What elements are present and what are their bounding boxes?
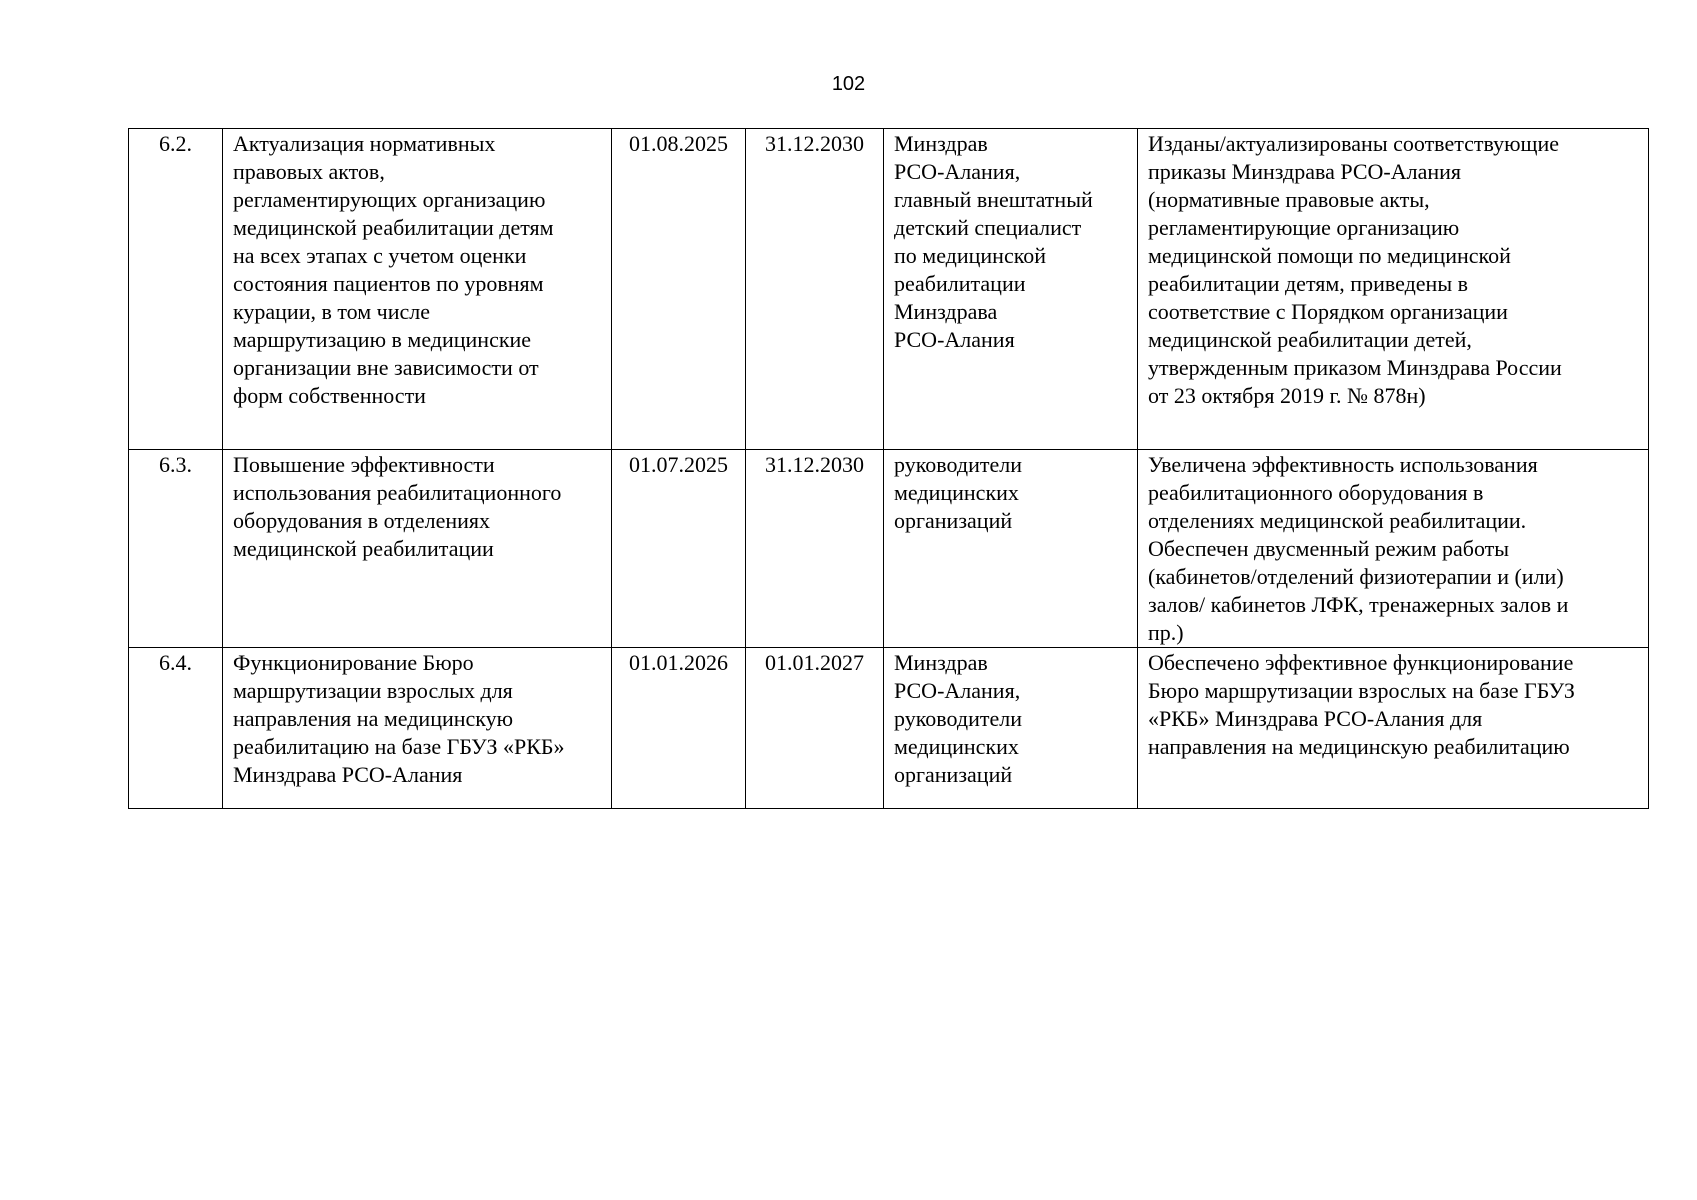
text-line: организаций [894, 762, 1013, 787]
text-line: утвержденным приказом Минздрава России [1148, 355, 1562, 380]
text-line: медицинской реабилитации детей, [1148, 327, 1472, 352]
text-line: реабилитацию на базе ГБУЗ «РКБ» [233, 734, 565, 759]
text-line: детский специалист [894, 215, 1082, 240]
end-date: 31.12.2030 [746, 129, 884, 450]
responsible-executors [884, 129, 1138, 450]
end-date: 01.01.2027 [746, 648, 884, 809]
text-line: на всех этапах с учетом оценки [233, 243, 527, 268]
item-number: 6.3. [129, 450, 223, 648]
text-line: от 23 октября 2019 г. № 878н) [1148, 383, 1426, 408]
text-line: организаций [894, 508, 1013, 533]
text-line: РСО-Алания [894, 327, 1015, 352]
text-line: правовых актов, [233, 159, 385, 184]
text-line: РСО-Алания, [894, 159, 1021, 184]
text-line: руководители [894, 452, 1022, 477]
table-row [129, 648, 1649, 809]
measure-name [223, 129, 612, 450]
expected-result [1138, 648, 1649, 809]
text-line: соответствие с Порядком организации [1148, 299, 1508, 324]
text-line: направления на медицинскую [233, 706, 514, 731]
text-line: медицинских [894, 734, 1019, 759]
text-line: Обеспечен двусменный режим работы [1148, 536, 1510, 561]
text-line: состояния пациентов по уровням [233, 271, 544, 296]
measure-name [223, 450, 612, 648]
text-line: медицинской помощи по медицинской [1148, 243, 1511, 268]
text-line: использования реабилитационного [233, 480, 562, 505]
text-line: Обеспечено эффективное функционирование [1148, 650, 1574, 675]
text-line: Минздрав [894, 650, 988, 675]
text-line: организации вне зависимости от [233, 355, 539, 380]
text-line: курации, в том числе [233, 299, 431, 324]
table-row [129, 129, 1649, 450]
start-date: 01.07.2025 [612, 450, 746, 648]
responsible-executors [884, 450, 1138, 648]
item-number: 6.4. [129, 648, 223, 809]
text-line: главный внештатный [894, 187, 1093, 212]
start-date: 01.01.2026 [612, 648, 746, 809]
text-line: реабилитации детям, приведены в [1148, 271, 1468, 296]
text-line: направления на медицинскую реабилитацию [1148, 734, 1570, 759]
text-line: отделениях медицинской реабилитации. [1148, 508, 1527, 533]
text-line: медицинской реабилитации [233, 536, 494, 561]
text-line: регламентирующие организацию [1148, 215, 1460, 240]
measure-name [223, 648, 612, 809]
text-line: медицинской реабилитации детям [233, 215, 554, 240]
page-number: 102 [831, 73, 866, 95]
text-line: реабилитации [894, 271, 1026, 296]
text-line: Функционирование Бюро [233, 650, 474, 675]
text-line: (нормативные правовые акты, [1148, 187, 1430, 212]
text-line: медицинских [894, 480, 1019, 505]
responsible-executors [884, 648, 1138, 809]
text-line: регламентирующих организацию [233, 187, 546, 212]
text-line: маршрутизации взрослых для [233, 678, 513, 703]
text-line: Увеличена эффективность использования [1148, 452, 1538, 477]
end-date: 31.12.2030 [746, 450, 884, 648]
expected-result [1138, 450, 1649, 648]
start-date: 01.08.2025 [612, 129, 746, 450]
table-row [129, 450, 1649, 648]
text-line: оборудования в отделениях [233, 508, 491, 533]
text-line: Изданы/актуализированы соответствующие [1148, 131, 1560, 156]
text-line: приказы Минздрава РСО-Алания [1148, 159, 1462, 184]
text-line: Повышение эффективности [233, 452, 495, 477]
text-line: (кабинетов/отделений физиотерапии и (или) [1148, 564, 1564, 589]
text-line: Минздрав [894, 131, 988, 156]
expected-result [1138, 129, 1649, 450]
text-line: Минздрава РСО-Алания [233, 762, 463, 787]
text-line: залов/ кабинетов ЛФК, тренажерных залов и [1148, 592, 1569, 617]
text-line: маршрутизацию в медицинские [233, 327, 532, 352]
item-number: 6.2. [129, 129, 223, 450]
text-line: РСО-Алания, [894, 678, 1021, 703]
text-line: «РКБ» Минздрава РСО-Алания для [1148, 706, 1483, 731]
measures-table [128, 128, 1649, 809]
text-line: Актуализация нормативных [233, 131, 496, 156]
text-line: Бюро маршрутизации взрослых на базе ГБУЗ [1148, 678, 1575, 703]
text-line: реабилитационного оборудования в [1148, 480, 1484, 505]
text-line: Минздрава [894, 299, 998, 324]
text-line: руководители [894, 706, 1022, 731]
text-line: по медицинской [894, 243, 1047, 268]
text-line: пр.) [1148, 620, 1184, 645]
text-line: форм собственности [233, 383, 426, 408]
